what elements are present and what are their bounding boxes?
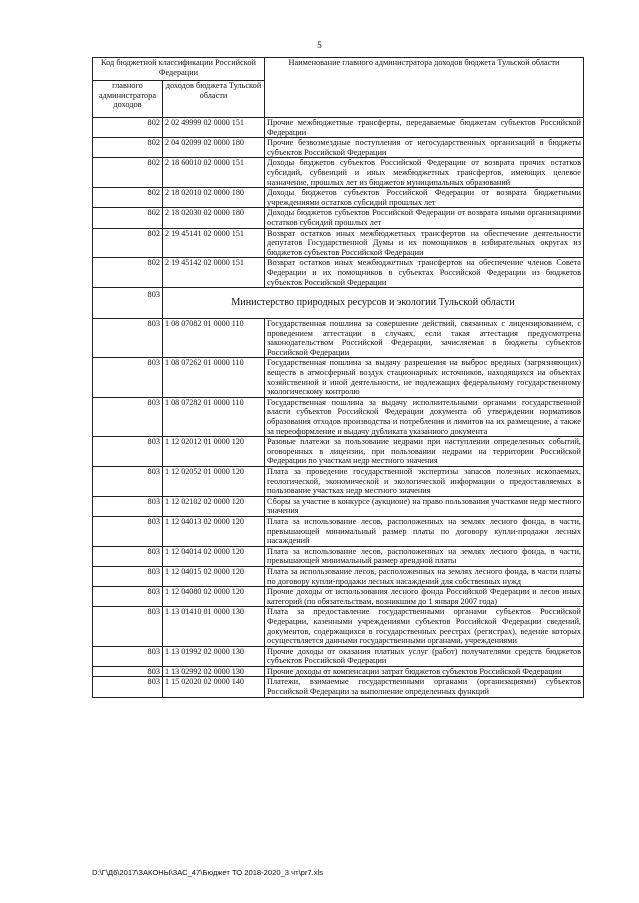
table-row	[93, 158, 584, 188]
admin-column-header: главного администратора доходов	[93, 81, 163, 118]
table-row	[93, 516, 584, 546]
name-column-header: Наименование главного администратора доходов бюджета Тульской области	[265, 58, 584, 118]
revenue-code-cell: 1 12 02012 01 0000 120	[163, 437, 265, 467]
revenue-name-cell: Плата за предоставление государственными органами субъектов Российской Федерации, казенными учреждениями субъектов Российской Федерации сведений, документов, содержащихся в государственных реестрах (регистрах), ведение которых осуществляется данными государственными органами, учреждениями	[265, 607, 584, 646]
revenue-name-cell: Прочие доходы от компенсации затрат бюджетов субъектов Российской Федерации	[265, 666, 584, 677]
table-row	[93, 138, 584, 158]
revenue-name-cell: Доходы бюджетов субъектов Российской Федерации от возврата иными организациями остатков субсидий прошлых лет	[265, 208, 584, 228]
admin-code-cell: 803	[93, 516, 163, 546]
admin-code-cell: 802	[93, 208, 163, 228]
revenue-code-cell: 2 19 45141 02 0000 151	[163, 228, 265, 258]
table-row	[93, 677, 584, 697]
table-row	[93, 467, 584, 497]
admin-code-cell: 803	[93, 566, 163, 586]
revenue-code-cell: 1 08 07082 01 0000 110	[163, 319, 265, 358]
admin-code-cell: 803	[93, 288, 163, 319]
revenue-code-cell: 1 08 07282 01 0000 110	[163, 397, 265, 436]
admin-code-cell: 803	[93, 587, 163, 607]
file-path-footer: D:\Г\Д6\2017\ЗАКОНЫ\ЗАС_47\Бюджет ТО 2018-2020_3 чт\pr7.xls	[92, 868, 324, 877]
revenue-code-cell: 2 18 02030 02 0000 180	[163, 208, 265, 228]
admin-code-cell: 803	[93, 437, 163, 467]
admin-code-cell: 803	[93, 646, 163, 666]
admin-code-cell: 802	[93, 228, 163, 258]
revenue-name-cell: Возврат остатков иных межбюджетных трансфертов на обеспечение членов Совета Федерации и их помощников в субъектах Российской Федерации из бюджетов субъектов Российской Федерации	[265, 258, 584, 288]
revenue-code-cell: 1 08 07262 01 0000 110	[163, 358, 265, 397]
revenue-name-cell: Плата за использование лесов, расположенных на землях лесного фонда, в части, превышающей минимальный размер платы по договору купли-продажи лесных насаждений	[265, 516, 584, 546]
table-row	[93, 666, 584, 677]
budget-classification-table	[92, 57, 584, 698]
revenue-name-cell: Государственная пошлина за совершение действий, связанных с лицензированием, с проведением аттестации в случаях, если такая аттестация предусмотрена законодательством Российской Федерации, зачисляемая в бюджеты субъектов Российской Федерации	[265, 319, 584, 358]
revenue-name-cell: Прочие доходы от оказания платных услуг (работ) получателями средств бюджетов субъектов Российской Федерации	[265, 646, 584, 666]
revenue-code-cell: 2 18 60010 02 0000 151	[163, 158, 265, 188]
revenue-code-cell: 1 12 04080 02 0000 120	[163, 587, 265, 607]
revenue-name-cell: Платежи, взимаемые государственными органами (организациями) субъектов Российской Федерации за выполнение определенных функций	[265, 677, 584, 697]
revenue-name-cell: Прочие доходы от использования лесного фонда Российской Федерации и лесов иных категорий (по обязательствам, возникшим до 1 января 2007 года)	[265, 587, 584, 607]
revenue-code-cell: 1 15 02020 02 0000 140	[163, 677, 265, 697]
revenue-code-cell: 1 12 04014 02 0000 120	[163, 546, 265, 566]
table-row	[93, 566, 584, 586]
revenue-code-cell: 1 12 04015 02 0000 120	[163, 566, 265, 586]
admin-code-cell: 802	[93, 118, 163, 138]
ministry-row	[93, 288, 584, 319]
code-group-header: Код бюджетной классификации Российской Федерации	[93, 58, 265, 81]
table-row	[93, 208, 584, 228]
table-row	[93, 358, 584, 397]
revenue-name-cell: Плата за проведение государственной экспертизы запасов полезных ископаемых, геологической, экономической и экологической информации о предоставляемых в пользование участках недр местного значения	[265, 467, 584, 497]
revenue-name-cell: Разовые платежи за пользование недрами при наступлении определенных событий, оговоренных в лицензии, при пользовании недрами на территории Российской Федерации по участкам недр местного значения	[265, 437, 584, 467]
admin-code-cell: 803	[93, 607, 163, 646]
table-row	[93, 437, 584, 467]
table-row	[93, 646, 584, 666]
revenue-name-cell: Сборы за участие в конкурсе (аукционе) на право пользования участками недр местного значения	[265, 496, 584, 516]
revenue-name-cell: Плата за использование лесов, расположенных на землях лесного фонда, в части платы по договору купли-продажи лесных насаждений для собственных нужд	[265, 566, 584, 586]
admin-code-cell: 803	[93, 358, 163, 397]
revenue-name-cell: Доходы бюджетов субъектов Российской Федерации от возврата бюджетными учреждениями остатков субсидий прошлых лет	[265, 188, 584, 208]
admin-code-cell: 802	[93, 158, 163, 188]
revenue-name-cell: Государственная пошлина за выдачу исполнительными органами государственной власти субъектов Российской Федерации документа об утверждении нормативов образования отходов производства и потребления и лимитов на их размещение, а также за переоформление и выдачу дубликата указанного документа	[265, 397, 584, 436]
table-row	[93, 118, 584, 138]
table-row	[93, 587, 584, 607]
admin-code-cell: 802	[93, 138, 163, 158]
revenue-name-cell: Возврат остатков иных межбюджетных трансфертов на обеспечение деятельности депутатов Государственной Думы и их помощников в избирательных округах из бюджетов субъектов Российской Федерации	[265, 228, 584, 258]
table-row	[93, 546, 584, 566]
table-row	[93, 319, 584, 358]
admin-code-cell: 803	[93, 319, 163, 358]
admin-code-cell: 803	[93, 397, 163, 436]
revenue-code-cell: 2 04 02099 02 0000 180	[163, 138, 265, 158]
revenue-column-header: доходов бюджета Тульской области	[163, 81, 265, 118]
revenue-code-cell: 1 13 01410 01 0000 130	[163, 607, 265, 646]
revenue-name-cell: Прочие безвозмездные поступления от негосударственных организаций в бюджеты субъектов Российской Федерации	[265, 138, 584, 158]
table-row	[93, 188, 584, 208]
table-row	[93, 397, 584, 436]
table-row	[93, 496, 584, 516]
admin-code-cell: 803	[93, 666, 163, 677]
page-number: 5	[317, 40, 322, 50]
revenue-code-cell: 1 12 02052 01 0000 120	[163, 467, 265, 497]
revenue-code-cell: 1 12 04013 02 0000 120	[163, 516, 265, 546]
table-row	[93, 258, 584, 288]
ministry-title: Министерство природных ресурсов и экологии Тульской области	[163, 288, 584, 319]
admin-code-cell: 803	[93, 546, 163, 566]
revenue-name-cell: Прочие межбюджетные трансферты, передаваемые бюджетам субъектов Российской Федерации	[265, 118, 584, 138]
admin-code-cell: 803	[93, 677, 163, 697]
table-row	[93, 607, 584, 646]
revenue-name-cell: Государственная пошлина за выдачу разрешения на выброс вредных (загрязняющих) веществ в атмосферный воздух стационарных источников, находящихся на объектах хозяйственной и иной деятельности, не подлежащих федеральному государственному экологическому контролю	[265, 358, 584, 397]
revenue-code-cell: 1 12 02102 02 0000 120	[163, 496, 265, 516]
revenue-code-cell: 1 13 02992 02 0000 130	[163, 666, 265, 677]
admin-code-cell: 803	[93, 496, 163, 516]
admin-code-cell: 802	[93, 188, 163, 208]
revenue-code-cell: 2 02 49999 02 0000 151	[163, 118, 265, 138]
admin-code-cell: 802	[93, 258, 163, 288]
revenue-code-cell: 1 13 01992 02 0000 130	[163, 646, 265, 666]
table-row	[93, 228, 584, 258]
revenue-name-cell: Доходы бюджетов субъектов Российской Федерации от возврата прочих остатков субсидий, субвенций и иных межбюджетных трансфертов, имеющих целевое назначение, прошлых лет из бюджетов муниципальных образований	[265, 158, 584, 188]
revenue-name-cell: Плата за использование лесов, расположенных на землях лесного фонда, в части, превышающей минимальный размер арендной платы	[265, 546, 584, 566]
revenue-code-cell: 2 19 45142 02 0000 151	[163, 258, 265, 288]
admin-code-cell: 803	[93, 467, 163, 497]
revenue-code-cell: 2 18 02010 02 0000 180	[163, 188, 265, 208]
